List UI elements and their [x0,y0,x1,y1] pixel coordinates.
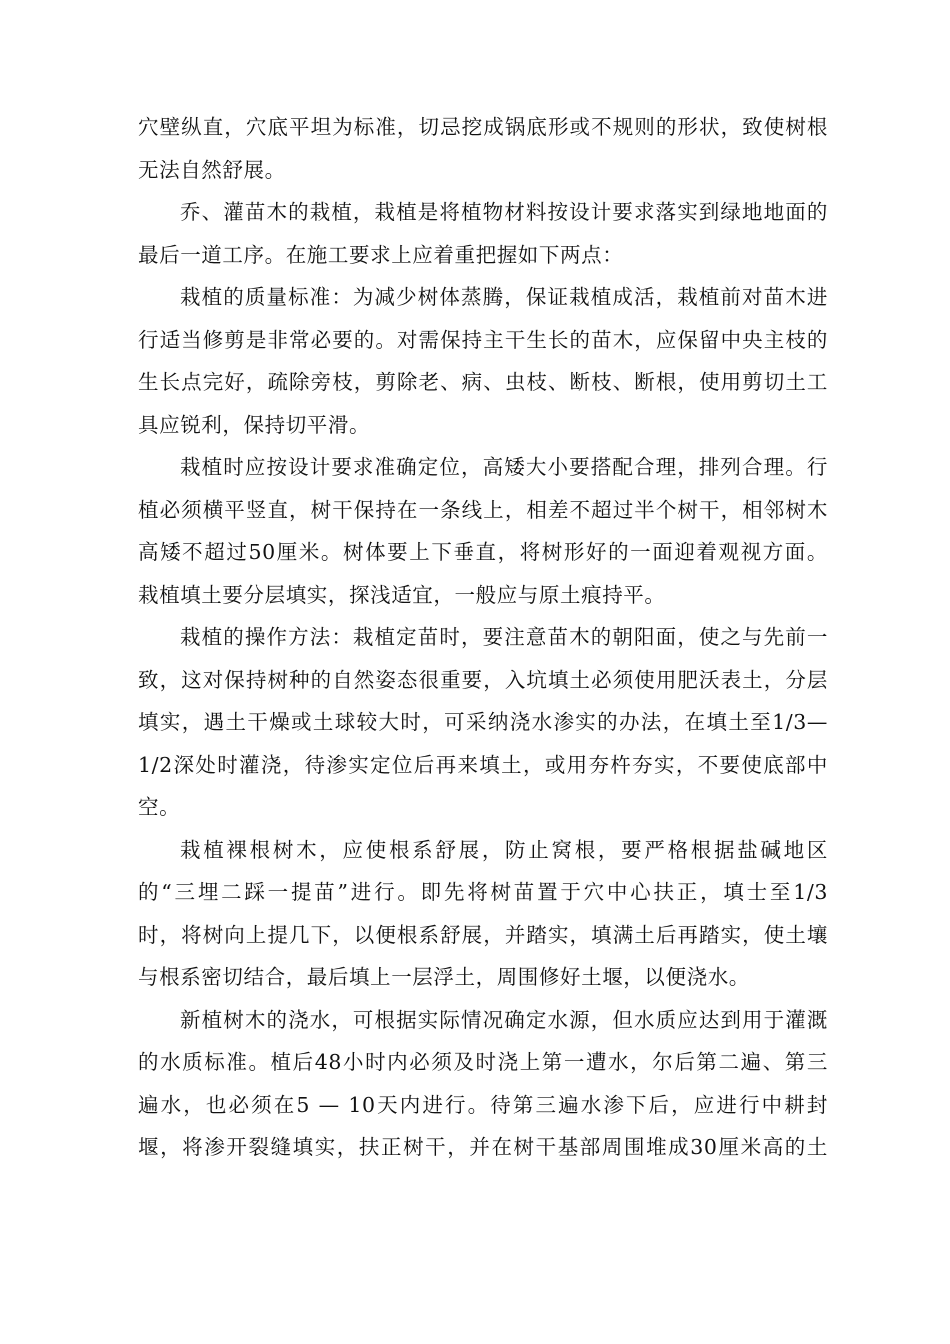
text-line: 高矮不超过50厘米。树体要上下垂直，将树形好的一面迎着观视方面。 [138,540,828,564]
text-line: 生长点完好，疏除旁枝，剪除老、病、虫枝、断枝、断根，使用剪切土工 [138,370,828,394]
paragraph-first-line: 栽植时应按设计要求准确定位，高矮大小要搭配合理，排列合理。行 [180,455,828,479]
text-line: 具应锐利，保持切平滑。 [138,413,371,437]
text-line: 时，将树向上提几下，以便根系舒展，并踏实，填满土后再踏实，使土壤 [138,923,828,947]
text-line: 填实，遇土干燥或土球较大时，可采纳浇水渗实的办法，在填土至1/3— [138,710,828,734]
text-line: 堰，将渗开裂缝填实，扶正树干，并在树干基部周围堆成30厘米高的土 [138,1135,828,1159]
text-line: 植必须横平竖直，树干保持在一条线上，相差不超过半个树干，相邻树木 [138,498,828,522]
text-line: 无法自然舒展。 [138,158,286,182]
text-line: 最后一道工序。在施工要求上应着重把握如下两点： [138,243,624,267]
text-line: 的“三埋二踩一提苗”进行。即先将树苗置于穴中心扶正，填士至1/3 [138,880,828,904]
text-line: 空。 [138,795,181,819]
text-line: 穴壁纵直，穴底平坦为标准，切忌挖成锅底形或不规则的形状，致使树根 [138,115,828,139]
text-line: 的水质标准。植后48小时内必须及时浇上第一遭水，尔后第二遍、第三 [138,1050,828,1074]
text-line: 遍水，也必须在5 — 10天内进行。待第三遍水渗下后，应进行中耕封 [138,1093,828,1117]
paragraph-first-line: 栽植的质量标准：为减少树体蒸腾，保证栽植成活，栽植前对苗木进 [180,285,828,309]
text-line: 行适当修剪是非常必要的。对需保持主干生长的苗木，应保留中央主枝的 [138,328,828,352]
paragraph-first-line: 栽植的操作方法：栽植定苗时，要注意苗木的朝阳面，使之与先前一 [180,625,828,649]
paragraph-first-line: 乔、灌苗木的栽植，栽植是将植物材料按设计要求落实到绿地地面的 [180,200,828,224]
text-line: 与根系密切结合，最后填上一层浮土，周围修好土堰，以便浇水。 [138,965,750,989]
paragraph-first-line: 新植树木的浇水，可根据实际情况确定水源，但水质应达到用于灌溉 [180,1008,828,1032]
paragraph-first-line: 栽植裸根树木，应使根系舒展，防止窝根，要严格根据盐碱地区 [180,838,828,862]
text-line: 1/2深处时灌浇，待渗实定位后再来填土，或用夯杵夯实，不要使底部中 [138,753,828,777]
text-line: 栽植填土要分层填实，探浅适宜，一般应与原土痕持平。 [138,583,666,607]
text-line: 致，这对保持树种的自然姿态很重要，入坑填土必须使用肥沃表土，分层 [138,668,828,692]
